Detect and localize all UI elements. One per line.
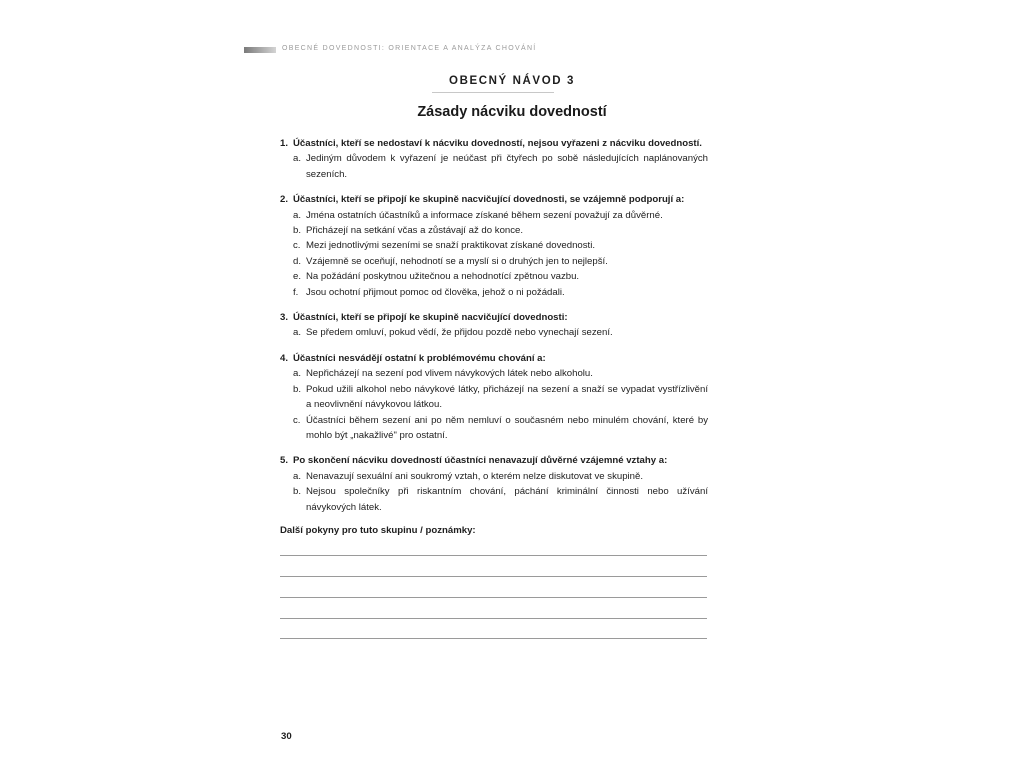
notes-line	[280, 597, 707, 598]
rule-heading	[280, 136, 708, 151]
rules-list	[280, 136, 708, 525]
item-text: Pokud užili alkohol nebo návykové látky, přicházejí na sezení a snaží se vypadat vystřízlivění a neovlivnění návykovou látkou.	[306, 383, 708, 411]
running-head-bar	[244, 47, 276, 53]
item-text: Se předem omluví, pokud vědí, že přijdou pozdě nebo vynechají sezení.	[306, 327, 613, 339]
item-letter: c.	[293, 414, 301, 426]
item-letter: d.	[293, 255, 302, 267]
item-letter: a.	[293, 209, 302, 221]
list-item	[280, 413, 708, 444]
item-letter: b.	[293, 225, 302, 237]
item-text: Přicházejí na setkání včas a zůstávají až do konce.	[306, 225, 524, 237]
list-item	[280, 285, 708, 300]
rule-number: 4.	[280, 352, 289, 364]
list-item	[280, 238, 708, 253]
heading-label: OBECNÝ NÁVOD 3	[449, 75, 575, 87]
notes-line	[280, 638, 707, 639]
item-letter: b.	[293, 486, 302, 498]
list-item	[280, 223, 708, 238]
item-text: Vzájemně se oceňují, nehodnotí se a myslí si o druhých jen to nejlepší.	[306, 255, 608, 267]
heading-rule	[432, 92, 554, 93]
item-letter: b.	[293, 383, 302, 395]
list-item	[280, 208, 708, 223]
item-text: Jediným důvodem k vyřazení je neúčast při čtyřech po sobě následujících naplánovaných sezeních.	[306, 153, 708, 180]
rule-heading	[280, 453, 708, 468]
item-text: Nenavazují sexuální ani soukromý vztah, o kterém nelze diskutovat ve skupině.	[306, 470, 644, 482]
rule-section-5	[280, 453, 708, 515]
item-text: Jména ostatních účastníků a informace získané během sezení považují za důvěrné.	[306, 209, 663, 221]
notes-line	[280, 618, 707, 619]
rule-number: 5.	[280, 455, 289, 467]
list-item	[280, 382, 708, 413]
item-letter: f.	[293, 286, 299, 298]
rule-section-1	[280, 136, 708, 182]
list-item	[280, 469, 708, 484]
rule-number: 3.	[280, 312, 289, 324]
notes-line	[280, 555, 707, 556]
rule-heading	[280, 351, 708, 366]
item-letter: a.	[293, 153, 302, 165]
item-letter: a.	[293, 327, 302, 339]
item-text: Mezi jednotlivými sezeními se snaží praktikovat získané dovednosti.	[306, 240, 596, 252]
notes-line	[280, 576, 707, 577]
rule-text: Účastníci, kteří se nedostaví k nácviku dovedností, nejsou vyřazeni z nácviku dovedností.	[293, 138, 702, 149]
rule-items	[280, 325, 708, 340]
rule-text: Účastníci nesvádějí ostatní k problémovému chování a:	[293, 352, 546, 364]
item-letter: a.	[293, 368, 302, 380]
item-text: Účastníci během sezení ani po něm nemluví o současném nebo minulém chování, které by mohlo být „nakažlivé" pro ostatní.	[306, 414, 708, 441]
rule-number: 2.	[280, 194, 289, 206]
rule-heading	[280, 192, 708, 207]
rule-items	[280, 469, 708, 515]
rule-text: Účastníci, kteří se připojí ke skupině nacvičující dovednosti:	[293, 312, 568, 324]
list-item	[280, 484, 708, 515]
list-item	[280, 269, 708, 284]
list-item	[280, 366, 708, 381]
list-item	[280, 151, 708, 182]
rule-number: 1.	[280, 138, 289, 149]
rule-items	[280, 366, 708, 443]
rule-section-3	[280, 310, 708, 341]
rule-section-2	[280, 192, 708, 300]
item-text: Nepřicházejí na sezení pod vlivem návykových látek nebo alkoholu.	[306, 368, 593, 380]
notes-label: Další pokyny pro tuto skupinu / poznámky:	[280, 525, 476, 536]
item-letter: c.	[293, 240, 301, 252]
list-item	[280, 254, 708, 269]
running-head: OBECNÉ DOVEDNOSTI: ORIENTACE A ANALÝZA CHOVÁNÍ	[282, 45, 537, 52]
rule-section-4	[280, 351, 708, 443]
rule-text: Účastníci, kteří se připojí ke skupině nacvičující dovednosti, se vzájemně podporují a:	[293, 194, 685, 206]
rule-items	[280, 208, 708, 300]
item-text: Jsou ochotní přijmout pomoc od člověka, jehož o ni požádali.	[306, 286, 565, 298]
page-title: Zásady nácviku dovedností	[417, 104, 607, 120]
item-text: Na požádání poskytnou užitečnou a nehodnotící zpětnou vazbu.	[306, 271, 580, 283]
rule-items	[280, 151, 708, 182]
item-text: Nejsou společníky při riskantním chování, páchání kriminální činnosti nebo užívání návykových látek.	[306, 486, 708, 513]
list-item	[280, 325, 708, 340]
item-letter: a.	[293, 470, 302, 482]
rule-text: Po skončení nácviku dovedností účastníci nenavazují důvěrné vzájemné vztahy a:	[293, 455, 668, 467]
rule-heading	[280, 310, 708, 325]
page-number: 30	[281, 731, 292, 742]
item-letter: e.	[293, 271, 302, 283]
